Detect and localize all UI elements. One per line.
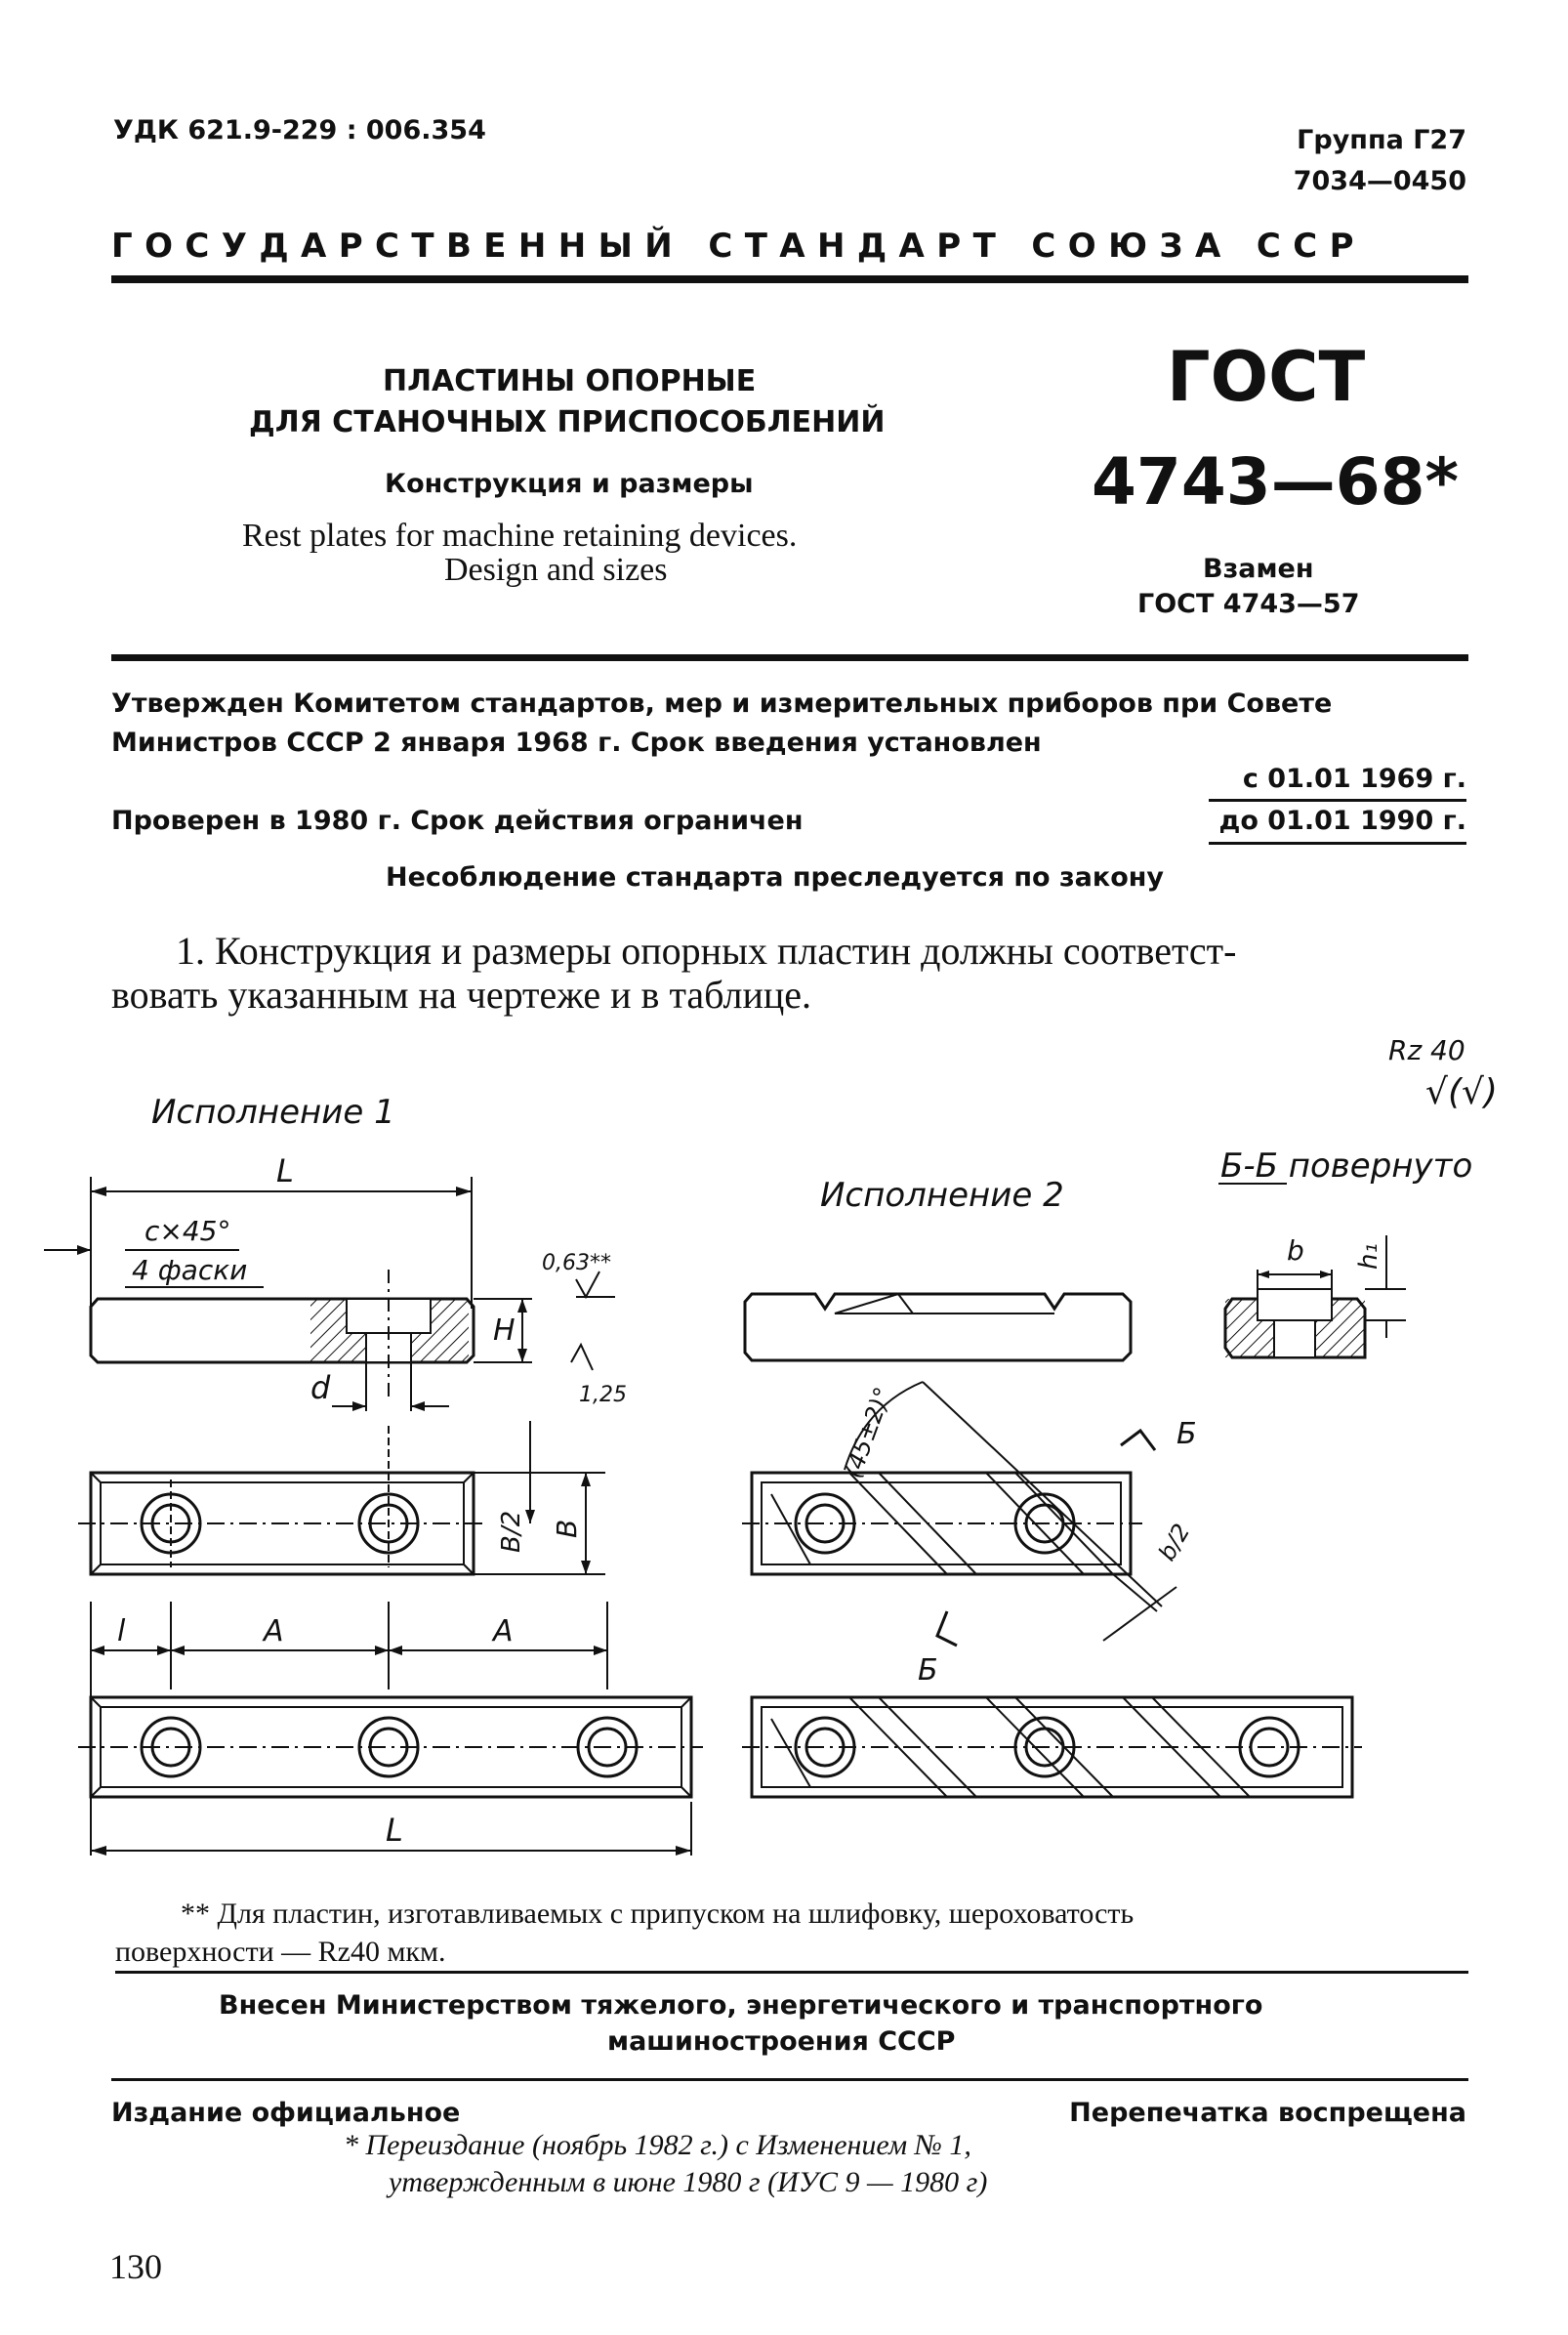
- footnote-underline: [115, 1971, 1468, 1974]
- cut-mark-top: Б: [1176, 1417, 1197, 1451]
- dim-B: B: [551, 1519, 583, 1538]
- reissue-line2: утвержденным в июне 1980 г (ИУС 9 — 1980 г): [389, 2166, 988, 2198]
- checked-line: Проверен в 1980 г. Срок действия ограничен: [111, 806, 804, 836]
- chamfer-label: c×45°: [144, 1215, 231, 1247]
- dim-L-bottom: L: [386, 1812, 403, 1849]
- approval-line1: Утвержден Комитетом стандартов, мер и измерительных приборов при Совете: [111, 688, 1333, 719]
- footer-rule: [111, 2078, 1468, 2081]
- gost-word: ГОСТ: [1167, 337, 1366, 417]
- dim-l: l: [117, 1614, 126, 1648]
- title-en-line1: Rest plates for machine retaining devices.: [242, 518, 798, 554]
- introduced-line1: Внесен Министерством тяжелого, энергетического и транспортного: [219, 1990, 1263, 2021]
- dim-b2: b/2: [1152, 1519, 1196, 1565]
- variant1-label: Исполнение 1: [151, 1093, 395, 1132]
- reissue-line1: * Переиздание (ноябрь 1982 г.) с Изменением № 1,: [344, 2129, 971, 2161]
- rough-063: 0,63**: [542, 1251, 611, 1275]
- dim-H: H: [493, 1313, 516, 1348]
- clause1-line2: вовать указанным на чертеже и в таблице.: [111, 973, 812, 1017]
- replace-gost: ГОСТ 4743—57: [1137, 589, 1360, 619]
- page-number: 130: [109, 2247, 162, 2286]
- title-en-line2: Design and sizes: [444, 552, 668, 588]
- replace-word: Взамен: [1203, 554, 1314, 584]
- dim-L-top: L: [276, 1152, 294, 1189]
- dim-A-1: A: [264, 1614, 284, 1648]
- footnote-line2: поверхности — Rz40 мкм.: [115, 1936, 446, 1968]
- date-from: с 01.01 1969 г.: [1242, 764, 1466, 794]
- classifier-code: 7034—0450: [1293, 166, 1466, 196]
- udk-code: УДК 621.9-229 : 006.354: [113, 115, 486, 146]
- dim-B2: B/2: [497, 1510, 526, 1553]
- group-label: Группа Г27: [1297, 125, 1466, 155]
- dim-A-2: A: [493, 1614, 514, 1648]
- title-ru-line1: ПЛАСТИНЫ ОПОРНЫЕ: [383, 364, 757, 398]
- gost-number: 4743—68*: [1092, 444, 1460, 520]
- variant2-side-body: [745, 1294, 1131, 1360]
- banner-title: ГОСУДАРСТВЕННЫЙ СТАНДАРТ СОЮЗА ССР: [111, 227, 1366, 266]
- law-notice: Несоблюдение стандарта преследуется по закону: [386, 862, 1165, 893]
- chamfer-count-label: 4 фаски: [132, 1254, 248, 1286]
- roughness-top-mark: √(√): [1425, 1072, 1498, 1112]
- rough-125: 1,25: [579, 1383, 627, 1407]
- variant2-label: Исполнение 2: [820, 1176, 1064, 1215]
- roughness-top-label: Rz 40: [1388, 1034, 1465, 1066]
- section-label: Б-Б повернуто: [1220, 1147, 1473, 1186]
- reprint-prohibited: Перепечатка воспрещена: [1069, 2098, 1466, 2128]
- dim-h1: h₁: [1354, 1243, 1383, 1270]
- title-ru-subtitle: Конструкция и размеры: [385, 469, 754, 499]
- introduced-line2: машиностроения СССР: [607, 2026, 956, 2057]
- cut-mark-bottom: Б: [918, 1653, 938, 1688]
- dim-d: d: [310, 1369, 331, 1406]
- approval-line2: Министров СССР 2 января 1968 г. Срок введения установлен: [111, 728, 1042, 758]
- dim-b: b: [1287, 1234, 1304, 1267]
- title-ru-line2: ДЛЯ СТАНОЧНЫХ ПРИСПОСОБЛЕНИЙ: [249, 405, 886, 439]
- angle-label: (45±2)°: [839, 1383, 897, 1482]
- date-to: до 01.01 1990 г.: [1218, 806, 1466, 836]
- footnote-line1: ** Для пластин, изготавливаемых с припуском на шлифовку, шероховатость: [181, 1897, 1135, 1930]
- official-edition: Издание официальное: [111, 2098, 461, 2128]
- clause1-line1: 1. Конструкция и размеры опорных пластин должны соответст-: [176, 929, 1237, 973]
